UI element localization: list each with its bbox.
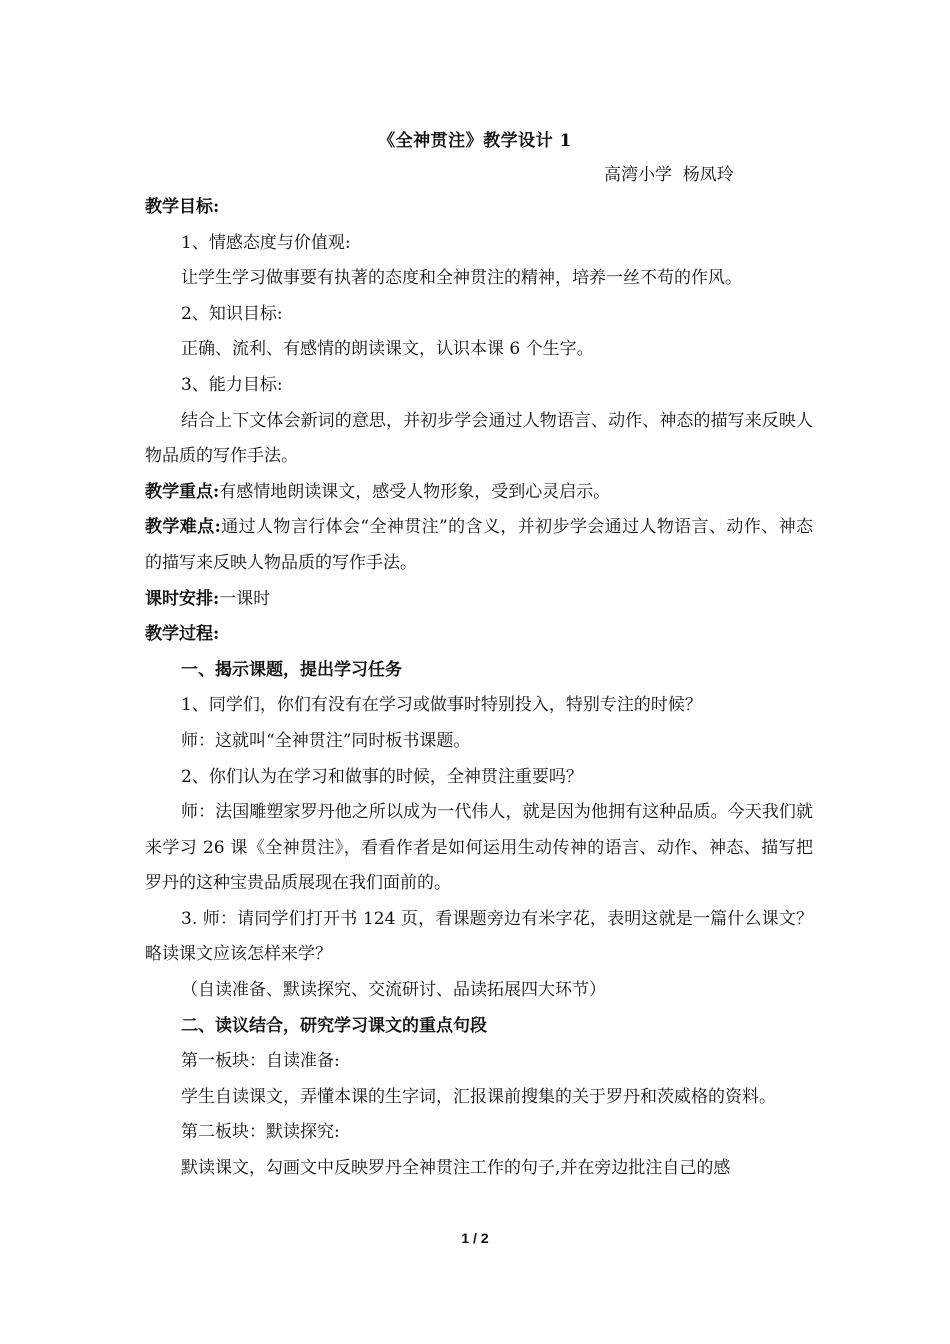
key-point-paragraph [145,475,813,511]
document-title: 《全神贯注》教学设计 1 [378,131,572,151]
schedule-label: 课时安排: [145,588,220,609]
process-heading: 教学过程: [145,624,220,645]
goal1-heading: 1、情感态度与价值观: [181,232,351,253]
goal1-text: 让学生学习做事要有执著的态度和全神贯注的精神，培养一丝不苟的作风。 [181,268,742,289]
goal2-heading: 2、知识目标: [181,303,283,324]
block2-heading: 第二板块：默读探究: [181,1122,340,1143]
difficulty-paragraph [145,510,813,581]
page-number: 1 / 2 [461,1230,489,1246]
part1-question2: 2、你们认为在学习和做事的时候，全神贯注重要吗？ [181,766,583,787]
part1-teacher1: 师：这就叫“全神贯注”同时板书课题。 [181,730,471,751]
block2-text: 默读课文，勾画文中反映罗丹全神贯注工作的句子,并在旁边批注自己的感 [181,1158,731,1179]
block1-text: 学生自读课文，弄懂本课的生字词，汇报课前搜集的关于罗丹和茨威格的资料。 [181,1086,776,1107]
part1-question1: 1、同学们，你们有没有在学习或做事时特别投入，特别专注的时候？ [181,695,702,716]
goal2-text: 正确、流利、有感情的朗读课文，认识本课 6 个生字。 [181,339,594,360]
part1-heading: 一、揭示课题，提出学习任务 [181,659,402,680]
schedule-text: 一课时 [219,588,271,609]
part1-question3: 3. 师：请同学们打开书 124 页，看课题旁边有米字花，表明这就是一篇什么课文？略读课文应该怎样来学？ [145,908,813,965]
key-point-text: 有感情地朗读课文，感受人物形象，受到心灵启示。 [219,481,611,502]
difficulty-text: 通过人物言行体会“全神贯注”的含义，并初步学会通过人物语言、动作、神态的描写来反映人物品质的写作手法。 [145,517,813,573]
goals-heading: 教学目标: [145,197,220,217]
part1-note: （自读准备、默读探究、交流研讨、品读拓展四大环节） [181,980,606,1001]
author-line: 高湾小学 杨凤玲 [604,165,734,185]
key-point-label: 教学重点: [145,481,220,502]
schedule-paragraph [145,582,813,618]
difficulty-label: 教学难点: [145,517,221,538]
part1-teacher2: 师：法国雕塑家罗丹他之所以成为一代伟人，就是因为他拥有这种品质。今天我们就来学习 26 课《全神贯注》，看看作者是如何运用生动传神的语言、动作、神态、描写把罗丹的这种宝贵品质展现在我们面前的。 [145,802,813,894]
goal3-heading: 3、能力目标: [181,374,283,395]
block1-heading: 第一板块：自读准备: [181,1051,340,1072]
goal3-text: 结合上下文体会新词的意思，并初步学会通过人物语言、动作、神态的描写来反映人物品质的写作手法。 [145,410,813,467]
part2-heading: 二、读议结合，研究学习课文的重点句段 [181,1015,487,1036]
document-body [145,190,813,1187]
